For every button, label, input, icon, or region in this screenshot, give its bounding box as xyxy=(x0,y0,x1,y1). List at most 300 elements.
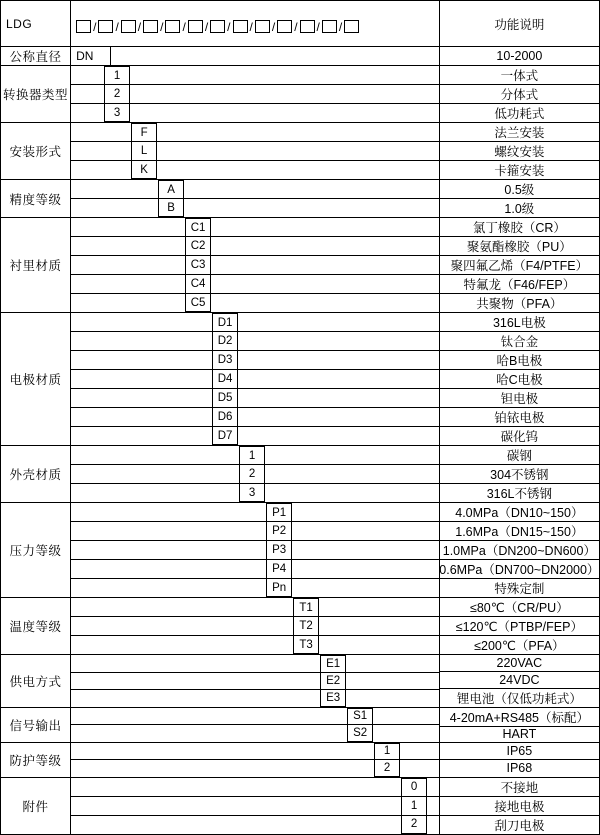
code-row xyxy=(71,47,439,65)
code-spacer xyxy=(319,636,439,654)
code-spacer xyxy=(238,427,439,445)
code-spacer xyxy=(238,332,439,350)
description-stack xyxy=(440,123,599,179)
code-offset-spacer xyxy=(71,446,239,464)
table-row xyxy=(1,218,600,313)
code-spacer xyxy=(130,85,439,103)
description-column-11 xyxy=(439,742,599,777)
description-column-2 xyxy=(439,123,599,180)
code-offset-spacer xyxy=(71,256,185,274)
code-cell[interactable]: 1 xyxy=(104,66,130,84)
code-spacer xyxy=(265,484,439,502)
code-row xyxy=(71,743,439,760)
code-row xyxy=(71,313,439,331)
description-stack xyxy=(440,66,599,122)
description-text: 螺纹安装 xyxy=(440,141,599,160)
code-stack xyxy=(71,218,439,312)
code-cell[interactable]: P4 xyxy=(266,560,292,578)
code-offset-spacer xyxy=(71,617,293,635)
code-spacer xyxy=(265,465,439,483)
code-box[interactable] xyxy=(233,20,248,33)
description-text: 锂电池（仅低功耗式） xyxy=(440,688,599,707)
code-offset-spacer xyxy=(71,313,212,331)
code-box[interactable] xyxy=(121,20,136,33)
code-offset-spacer xyxy=(71,123,131,141)
code-cell[interactable]: 2 xyxy=(104,85,130,103)
code-cell[interactable]: 2 xyxy=(401,816,427,834)
category-label-6: 外壳材质 xyxy=(1,446,71,503)
table-row xyxy=(1,707,600,742)
code-row xyxy=(71,103,439,122)
description-text: 氯丁橡胶（CR） xyxy=(472,221,566,235)
code-offset-spacer xyxy=(71,484,239,502)
code-box[interactable] xyxy=(76,20,91,33)
code-box[interactable] xyxy=(188,20,203,33)
description-text: 不接地 xyxy=(500,780,539,795)
code-stack xyxy=(71,503,439,597)
description-stack xyxy=(440,313,599,445)
model-prefix-cell xyxy=(1,1,71,47)
description-stack xyxy=(440,655,599,707)
code-row xyxy=(71,198,439,217)
code-spacer xyxy=(157,161,439,179)
code-spacer xyxy=(157,123,439,141)
description-stack xyxy=(440,598,599,654)
code-box-group xyxy=(71,20,439,34)
code-offset-spacer xyxy=(71,598,293,616)
code-spacer xyxy=(130,104,439,122)
code-column-7 xyxy=(71,503,440,598)
code-separator: / xyxy=(316,19,320,34)
category-label-9: 供电方式 xyxy=(1,655,71,708)
code-offset-spacer xyxy=(71,743,374,760)
model-code-boxes-cell xyxy=(71,1,440,47)
code-column-12 xyxy=(71,777,440,834)
code-offset-spacer xyxy=(71,760,374,777)
code-row xyxy=(71,369,439,388)
code-separator: / xyxy=(160,19,164,34)
code-row xyxy=(71,218,439,236)
code-spacer xyxy=(211,256,439,274)
code-cell[interactable]: D7 xyxy=(212,427,238,445)
code-label: DN xyxy=(71,47,111,65)
code-offset-spacer xyxy=(71,427,212,445)
code-row xyxy=(71,236,439,255)
code-spacer xyxy=(184,180,439,198)
description-text: ≤200℃（PFA） xyxy=(440,635,599,654)
code-spacer xyxy=(265,446,439,464)
code-stack xyxy=(71,313,439,445)
code-spacer xyxy=(292,579,439,597)
description-column-8 xyxy=(439,598,599,655)
table-body xyxy=(1,1,600,835)
code-stack xyxy=(71,708,439,742)
description-text: 10-2000 xyxy=(496,49,543,63)
code-offset-spacer xyxy=(71,370,212,388)
code-spacer xyxy=(238,370,439,388)
code-spacer xyxy=(292,560,439,578)
description-text: 特殊定制 xyxy=(440,578,599,597)
table-row xyxy=(1,180,600,218)
description-column-10 xyxy=(439,707,599,742)
description-text: 0.5级 xyxy=(504,183,535,197)
code-spacer xyxy=(157,142,439,160)
category-label-5: 电极材质 xyxy=(1,313,71,446)
code-column-11 xyxy=(71,742,440,777)
description-text: 一体式 xyxy=(500,69,539,83)
code-offset-spacer xyxy=(71,104,104,122)
code-cell[interactable]: T1 xyxy=(293,598,319,616)
code-box[interactable] xyxy=(98,20,113,33)
description-text: 1.0级 xyxy=(440,198,599,217)
code-separator: / xyxy=(227,19,231,34)
code-spacer xyxy=(346,673,439,690)
category-label-11: 防护等级 xyxy=(1,742,71,777)
code-column-3 xyxy=(71,180,440,218)
code-stack xyxy=(71,598,439,654)
code-spacer xyxy=(427,778,439,796)
description-text: HART xyxy=(440,726,599,742)
description-text: 4-20mA+RS485（标配） xyxy=(449,710,589,725)
description-column-7 xyxy=(439,503,599,598)
code-row xyxy=(71,672,439,690)
code-column-10 xyxy=(71,707,440,742)
category-label-1: 转换器类型 xyxy=(1,66,71,123)
code-spacer xyxy=(238,389,439,407)
code-spacer xyxy=(211,218,439,236)
description-column-0 xyxy=(439,47,599,66)
code-cell[interactable]: C3 xyxy=(185,256,211,274)
code-row xyxy=(71,689,439,707)
code-offset-spacer xyxy=(71,522,266,540)
code-spacer xyxy=(400,760,439,777)
category-label-3: 精度等级 xyxy=(1,180,71,218)
table-row xyxy=(1,503,600,598)
code-spacer xyxy=(427,816,439,834)
code-offset-spacer xyxy=(71,636,293,654)
model-prefix-label: LDG xyxy=(6,16,33,31)
code-box[interactable] xyxy=(344,20,359,33)
description-column-12 xyxy=(439,777,599,834)
code-stack xyxy=(71,180,439,217)
description-stack xyxy=(440,778,599,834)
description-column-4 xyxy=(439,218,599,313)
description-stack xyxy=(440,180,599,217)
code-row xyxy=(71,388,439,407)
code-cell[interactable]: 3 xyxy=(239,484,265,502)
description-text: 4.0MPa（DN10~150） xyxy=(455,506,584,520)
code-cell[interactable]: K xyxy=(131,161,157,179)
category-label-8: 温度等级 xyxy=(1,598,71,655)
code-offset-spacer xyxy=(71,199,158,217)
code-cell[interactable]: S2 xyxy=(347,725,373,742)
code-row xyxy=(71,160,439,179)
description-text: 哈B电极 xyxy=(440,350,599,369)
code-stack xyxy=(71,123,439,179)
description-text: 铂铱电极 xyxy=(440,407,599,426)
code-row xyxy=(71,331,439,350)
table-header-row xyxy=(1,1,600,47)
code-spacer xyxy=(346,655,439,672)
code-box[interactable] xyxy=(322,20,337,33)
code-offset-spacer xyxy=(71,161,131,179)
code-row xyxy=(71,66,439,84)
description-text: ≤120℃（PTBP/FEP） xyxy=(440,616,599,635)
code-row xyxy=(71,521,439,540)
code-offset-spacer xyxy=(71,725,347,742)
code-spacer xyxy=(400,743,439,760)
table-row xyxy=(1,598,600,655)
code-column-4 xyxy=(71,218,440,313)
description-text: 钽电极 xyxy=(440,388,599,407)
code-separator: / xyxy=(137,19,142,34)
description-text: 接地电极 xyxy=(440,796,599,815)
code-cell[interactable]: D1 xyxy=(212,313,238,331)
category-label-10: 信号输出 xyxy=(1,707,71,742)
table-row xyxy=(1,655,600,708)
code-row xyxy=(71,724,439,742)
code-row xyxy=(71,559,439,578)
code-row xyxy=(71,655,439,672)
code-offset-spacer xyxy=(71,465,239,483)
code-cell[interactable]: F xyxy=(131,123,157,141)
code-cell[interactable]: E2 xyxy=(320,673,346,690)
table-row xyxy=(1,742,600,777)
code-column-5 xyxy=(71,313,440,446)
description-text: IP65 xyxy=(506,743,533,758)
description-column-9 xyxy=(439,655,599,708)
code-cell[interactable]: 1 xyxy=(239,446,265,464)
code-cell[interactable]: D2 xyxy=(212,332,238,350)
code-spacer xyxy=(130,66,439,84)
category-label-12: 附件 xyxy=(1,777,71,834)
code-separator: / xyxy=(115,19,119,34)
code-offset-spacer xyxy=(71,673,320,690)
code-column-1 xyxy=(71,66,440,123)
code-cell[interactable]: E3 xyxy=(320,690,346,707)
code-cell[interactable]: C1 xyxy=(185,218,211,236)
description-text: 哈C电极 xyxy=(440,369,599,388)
description-text: 低功耗式 xyxy=(440,103,599,122)
code-cell[interactable]: Pn xyxy=(266,579,292,597)
code-row xyxy=(71,274,439,293)
description-text: 碳化钨 xyxy=(440,426,599,445)
code-spacer xyxy=(346,690,439,707)
code-stack xyxy=(71,655,439,707)
code-separator: / xyxy=(182,19,186,34)
code-cell[interactable]: 2 xyxy=(239,465,265,483)
code-box[interactable] xyxy=(165,20,180,33)
description-text: 24VDC xyxy=(440,671,599,688)
code-row xyxy=(71,350,439,369)
code-row xyxy=(71,293,439,312)
description-text: 1.0MPa（DN200~DN600） xyxy=(440,540,599,559)
code-cell[interactable]: 1 xyxy=(374,743,400,760)
description-stack xyxy=(440,743,599,777)
code-spacer xyxy=(211,294,439,312)
code-cell[interactable]: P3 xyxy=(266,541,292,559)
code-spacer xyxy=(292,541,439,559)
code-box[interactable] xyxy=(143,20,158,33)
code-cell[interactable]: B xyxy=(158,199,184,217)
code-offset-spacer xyxy=(71,218,185,236)
code-offset-spacer xyxy=(71,541,266,559)
description-text: 316L电极 xyxy=(492,316,546,330)
code-offset-spacer xyxy=(71,275,185,293)
description-text: 聚四氟乙烯（F4/PTFE） xyxy=(440,255,599,274)
code-offset-spacer xyxy=(71,142,131,160)
code-row xyxy=(71,540,439,559)
description-header: 功能说明 xyxy=(439,1,599,47)
code-stack xyxy=(71,778,439,834)
code-offset-spacer xyxy=(71,816,401,834)
code-cell[interactable]: A xyxy=(158,180,184,198)
code-cell[interactable]: D3 xyxy=(212,351,238,369)
code-stack xyxy=(71,66,439,122)
category-label-7: 压力等级 xyxy=(1,503,71,598)
code-cell[interactable]: T3 xyxy=(293,636,319,654)
code-separator: / xyxy=(249,19,253,34)
code-row xyxy=(71,141,439,160)
code-column-8 xyxy=(71,598,440,655)
code-box[interactable] xyxy=(277,20,292,33)
code-offset-spacer xyxy=(71,579,266,597)
code-offset-spacer xyxy=(71,655,320,672)
code-offset-spacer xyxy=(71,85,104,103)
description-text: 碳钢 xyxy=(506,449,532,463)
code-cell[interactable]: P2 xyxy=(266,522,292,540)
code-cell[interactable]: L xyxy=(131,142,157,160)
code-spacer xyxy=(373,725,439,742)
code-box[interactable] xyxy=(300,20,315,33)
code-row xyxy=(71,255,439,274)
description-text: 分体式 xyxy=(440,84,599,103)
code-cell[interactable]: T2 xyxy=(293,617,319,635)
code-cell[interactable]: S1 xyxy=(347,708,373,725)
code-cell[interactable]: D5 xyxy=(212,389,238,407)
code-separator: / xyxy=(204,19,209,34)
code-offset-spacer xyxy=(71,332,212,350)
description-column-3 xyxy=(439,180,599,218)
code-cell[interactable]: 3 xyxy=(104,104,130,122)
description-stack xyxy=(440,47,599,65)
code-row xyxy=(71,123,439,141)
code-spacer xyxy=(211,275,439,293)
code-spacer xyxy=(319,617,439,635)
code-row xyxy=(71,598,439,616)
code-offset-spacer xyxy=(71,294,185,312)
description-stack xyxy=(440,446,599,502)
code-cell[interactable]: D4 xyxy=(212,370,238,388)
description-stack xyxy=(440,708,599,742)
code-cell[interactable]: E1 xyxy=(320,655,346,672)
code-row xyxy=(71,464,439,483)
code-cell[interactable]: 2 xyxy=(374,760,400,777)
code-cell[interactable]: 1 xyxy=(401,797,427,815)
code-separator: / xyxy=(271,19,276,34)
code-cell[interactable]: C2 xyxy=(185,237,211,255)
category-label-0: 公称直径 xyxy=(1,47,71,66)
description-stack xyxy=(440,218,599,312)
code-row xyxy=(71,635,439,654)
code-spacer xyxy=(238,313,439,331)
description-text: 316L不锈钢 xyxy=(440,483,599,502)
code-stack xyxy=(71,743,439,777)
code-row xyxy=(71,446,439,464)
code-offset-spacer xyxy=(71,66,104,84)
code-spacer xyxy=(427,797,439,815)
code-cell[interactable]: C4 xyxy=(185,275,211,293)
code-cell[interactable]: 0 xyxy=(401,778,427,796)
code-offset-spacer xyxy=(71,690,320,707)
description-text: 共聚物（PFA） xyxy=(440,293,599,312)
description-column-5 xyxy=(439,313,599,446)
table-row xyxy=(1,123,600,180)
code-spacer xyxy=(292,522,439,540)
description-stack xyxy=(440,503,599,597)
code-spacer xyxy=(111,47,439,65)
code-column-9 xyxy=(71,655,440,708)
description-text: 1.6MPa（DN15~150） xyxy=(440,521,599,540)
code-offset-spacer xyxy=(71,503,266,521)
code-row xyxy=(71,796,439,815)
description-text: 220VAC xyxy=(496,655,543,670)
description-text: 特氟龙（F46/FEP） xyxy=(440,274,599,293)
table-row xyxy=(1,446,600,503)
code-stack xyxy=(71,47,439,65)
code-row xyxy=(71,407,439,426)
code-row xyxy=(71,578,439,597)
code-spacer xyxy=(319,598,439,616)
code-cell[interactable]: P1 xyxy=(266,503,292,521)
description-text: 卡箍安装 xyxy=(440,160,599,179)
code-box[interactable] xyxy=(255,20,270,33)
code-column-2 xyxy=(71,123,440,180)
code-spacer xyxy=(238,408,439,426)
description-column-1 xyxy=(439,66,599,123)
code-row xyxy=(71,759,439,777)
code-spacer xyxy=(292,503,439,521)
code-row xyxy=(71,503,439,521)
code-row xyxy=(71,778,439,796)
code-cell[interactable]: D6 xyxy=(212,408,238,426)
description-text: IP68 xyxy=(440,759,599,777)
code-box[interactable] xyxy=(210,20,225,33)
description-text: 刮刀电极 xyxy=(440,815,599,834)
code-cell[interactable]: C5 xyxy=(185,294,211,312)
code-row xyxy=(71,84,439,103)
table-row xyxy=(1,777,600,834)
code-row xyxy=(71,180,439,198)
code-offset-spacer xyxy=(71,351,212,369)
code-offset-spacer xyxy=(71,408,212,426)
description-text: 304不锈钢 xyxy=(440,464,599,483)
code-row xyxy=(71,616,439,635)
code-spacer xyxy=(211,237,439,255)
code-separator: / xyxy=(93,19,97,34)
code-spacer xyxy=(184,199,439,217)
code-offset-spacer xyxy=(71,560,266,578)
code-row xyxy=(71,426,439,445)
code-offset-spacer xyxy=(71,237,185,255)
table-row xyxy=(1,66,600,123)
description-text: 钛合金 xyxy=(440,331,599,350)
code-separator: / xyxy=(338,19,343,34)
code-offset-spacer xyxy=(71,389,212,407)
description-text: 聚氨酯橡胶（PU） xyxy=(440,236,599,255)
code-separator: / xyxy=(294,19,298,34)
description-text: 法兰安装 xyxy=(494,126,545,140)
